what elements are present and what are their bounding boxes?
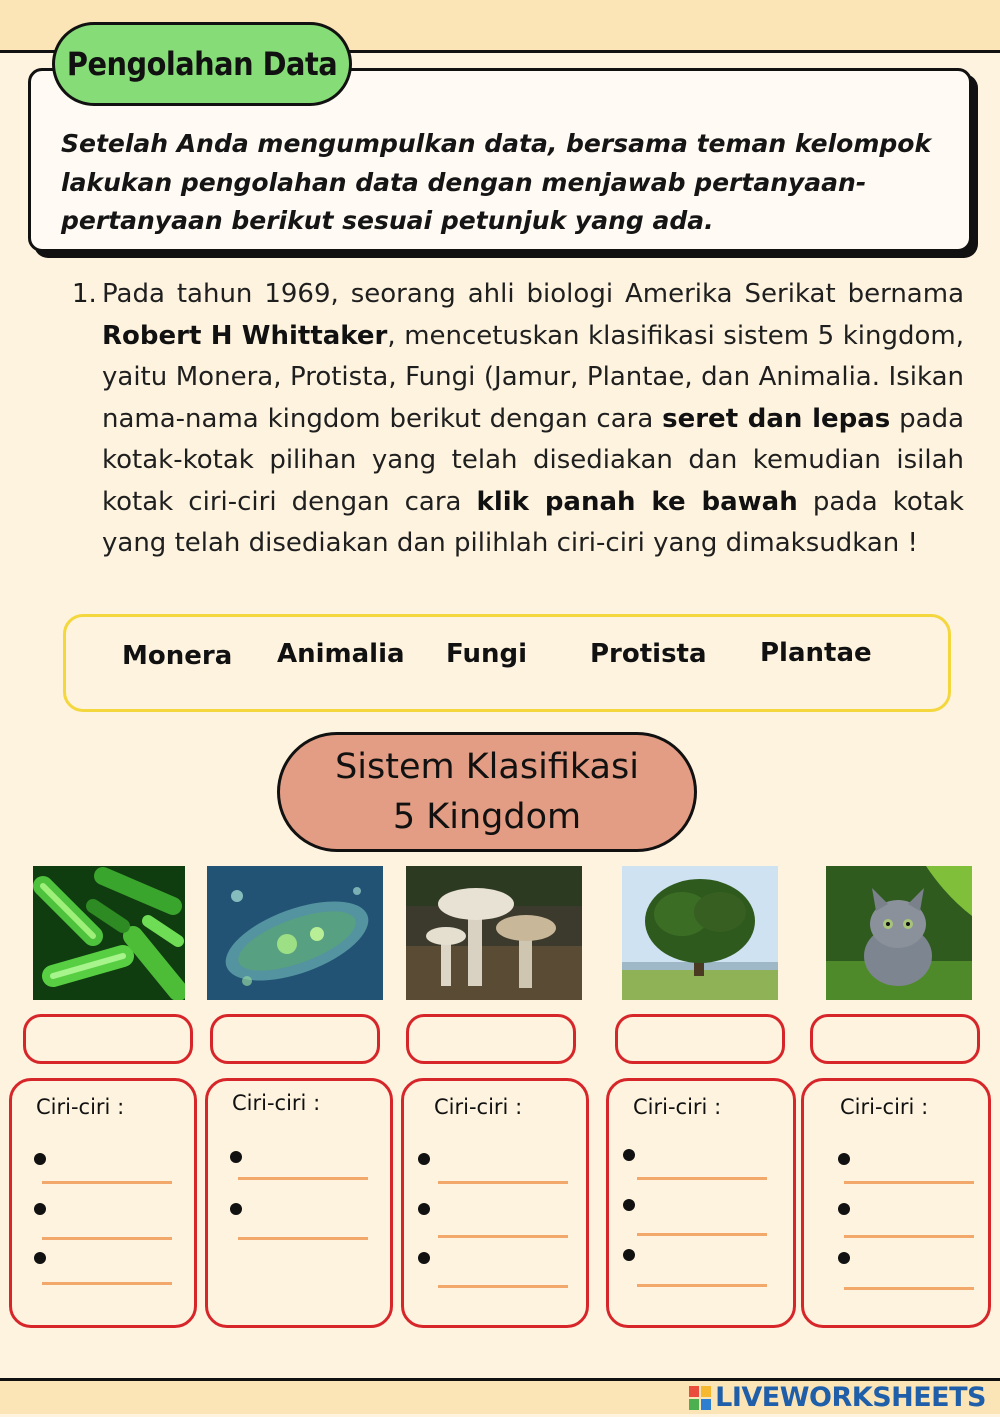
trait-dropdown-2[interactable] (438, 1235, 568, 1238)
question-number: 1. (72, 279, 97, 309)
traits-box-5 (801, 1078, 991, 1328)
drop-box-5[interactable] (810, 1014, 980, 1064)
traits-box-1 (9, 1078, 197, 1328)
liveworksheets-text: LIVEWORKSHEETS (715, 1382, 986, 1413)
bullet (838, 1153, 850, 1165)
option-fungi[interactable]: Fungi (446, 639, 528, 669)
traits-label: Ciri-ciri : (232, 1091, 321, 1115)
section-heading (277, 732, 697, 852)
traits-label: Ciri-ciri : (840, 1095, 929, 1119)
kitten-image (826, 866, 972, 1000)
traits-box-3 (401, 1078, 589, 1328)
liveworksheets-logo (689, 1382, 986, 1413)
question-part-4: pada kotak yang telah disediakan dan pilihlah ciri-ciri yang dimaksudkan ! (102, 486, 964, 558)
liveworksheets-icon (689, 1386, 711, 1410)
question-part-2: , mencetuskan klasifikasi sistem 5 kingdom, yaitu Monera, Protista, Fungi (Jamur, Plantae, dan Animalia. Isikan nama-nama kingdom berikut dengan cara (102, 320, 965, 434)
bullet (623, 1199, 635, 1211)
drop-box-4[interactable] (615, 1014, 785, 1064)
bullet (623, 1149, 635, 1161)
question-bold-drag: seret dan lepas (662, 403, 891, 434)
traits-label: Ciri-ciri : (434, 1095, 523, 1119)
bullet (623, 1249, 635, 1261)
tree-image (622, 866, 778, 1000)
trait-dropdown-1[interactable] (438, 1181, 568, 1184)
option-monera[interactable]: Monera (122, 641, 233, 671)
bullet (230, 1151, 242, 1163)
trait-dropdown-1[interactable] (42, 1181, 172, 1184)
trait-dropdown-1[interactable] (844, 1181, 974, 1184)
mushroom-image (406, 866, 582, 1000)
section-heading-line-1: Sistem Klasifikasi (335, 747, 639, 787)
kingdom-options-box (63, 614, 951, 712)
intro-text: Setelah Anda mengumpulkan data, bersama teman kelompok lakukan pengolahan data dengan menjawab pertanyaan-pertanyaan berikut sesuai petunjuk yang ada. (61, 129, 932, 235)
bacteria-image (33, 866, 185, 1000)
bullet (418, 1153, 430, 1165)
trait-dropdown-2[interactable] (238, 1237, 368, 1240)
trait-dropdown-3[interactable] (438, 1285, 568, 1288)
traits-label: Ciri-ciri : (36, 1095, 125, 1119)
drop-box-3[interactable] (406, 1014, 576, 1064)
option-protista[interactable]: Protista (590, 639, 707, 669)
trait-dropdown-2[interactable] (42, 1237, 172, 1240)
section-heading-line-2: 5 Kingdom (392, 797, 582, 837)
option-plantae[interactable]: Plantae (760, 638, 872, 668)
bullet (34, 1252, 46, 1264)
trait-dropdown-1[interactable] (238, 1177, 368, 1180)
question-text (102, 274, 964, 565)
paramecium-image (207, 866, 383, 1000)
trait-dropdown-3[interactable] (844, 1287, 974, 1290)
trait-dropdown-3[interactable] (42, 1282, 172, 1285)
traits-box-2 (205, 1078, 393, 1328)
trait-dropdown-2[interactable] (637, 1233, 767, 1236)
drop-box-2[interactable] (210, 1014, 380, 1064)
bullet (418, 1203, 430, 1215)
option-animalia[interactable]: Animalia (277, 639, 405, 669)
trait-dropdown-1[interactable] (637, 1177, 767, 1180)
bullet (838, 1252, 850, 1264)
question-part-1: Pada tahun 1969, seorang ahli biologi Amerika Serikat bernama (102, 279, 964, 309)
bullet (230, 1203, 242, 1215)
bullet (34, 1203, 46, 1215)
bullet (838, 1203, 850, 1215)
bullet (34, 1153, 46, 1165)
question-bold-name: Robert H Whittaker (102, 320, 388, 351)
page-title: Pengolahan Data (52, 22, 352, 106)
question-bold-click: klik panah ke bawah (476, 486, 798, 517)
traits-box-4 (606, 1078, 796, 1328)
question-part-3: pada kotak-kotak pilihan yang telah disediakan dan kemudian isilah kotak ciri-ciri dengan cara (102, 403, 964, 517)
bullet (418, 1252, 430, 1264)
traits-label: Ciri-ciri : (633, 1095, 722, 1119)
trait-dropdown-3[interactable] (637, 1284, 767, 1287)
trait-dropdown-2[interactable] (844, 1235, 974, 1238)
drop-box-1[interactable] (23, 1014, 193, 1064)
